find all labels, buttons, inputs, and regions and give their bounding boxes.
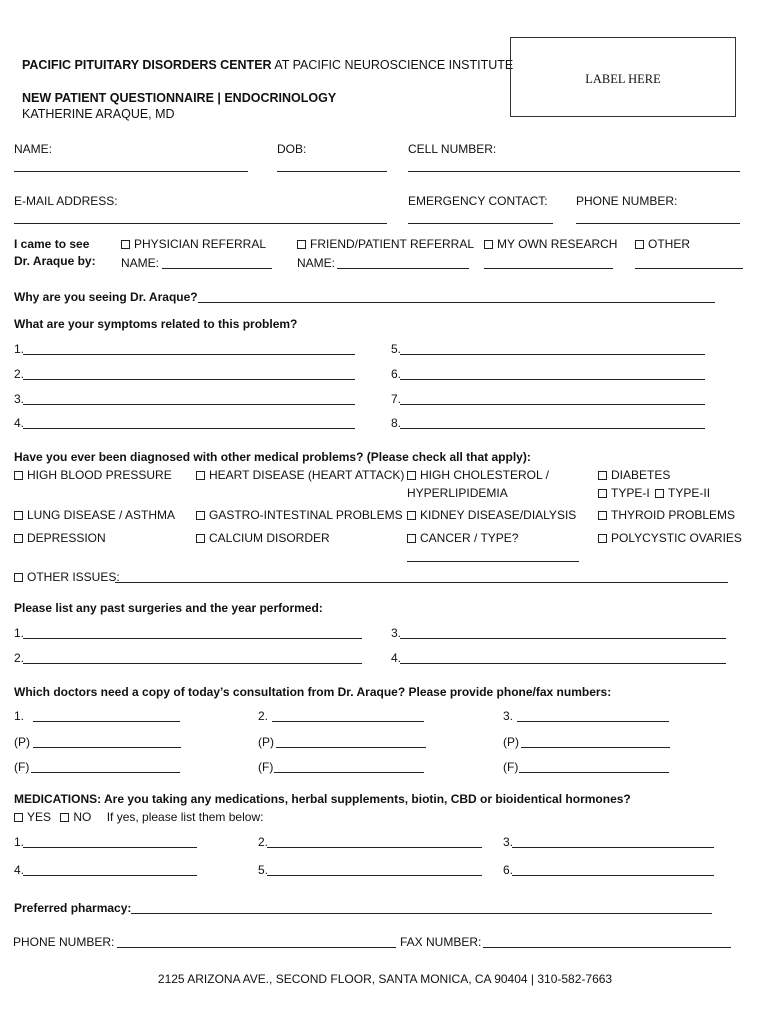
physician-checkbox[interactable]: [121, 240, 130, 249]
other-label: OTHER: [648, 237, 690, 251]
cholesterol-checkbox[interactable]: [407, 471, 416, 480]
condition-diabetes[interactable]: [598, 468, 670, 482]
referral-intro-2: Dr. Araque by:: [14, 254, 96, 268]
surgery-field[interactable]: [23, 663, 362, 664]
med-field[interactable]: [267, 875, 482, 876]
research-option[interactable]: [484, 237, 617, 251]
condition-depression[interactable]: [14, 531, 106, 545]
med-field[interactable]: [512, 847, 714, 848]
doctor-fax-field[interactable]: [519, 772, 669, 773]
other-checkbox[interactable]: [635, 240, 644, 249]
symptom-number: 5.: [391, 342, 402, 356]
surgery-number: 2.: [14, 651, 25, 665]
doctor-phone-label: (P): [503, 735, 519, 749]
doctor-phone-label: (P): [258, 735, 274, 749]
symptom-number: 4.: [14, 416, 25, 430]
med-yes-checkbox[interactable]: [14, 813, 23, 822]
med-field[interactable]: [23, 875, 197, 876]
other-option[interactable]: [635, 237, 690, 251]
med-no-label: NO: [73, 810, 92, 824]
cholesterol-label: HIGH CHOLESTEROL /: [420, 468, 549, 482]
med-number: 3.: [503, 835, 514, 849]
type2-label: TYPE-II: [668, 486, 711, 500]
thyroid-label: THYROID PROBLEMS: [611, 508, 736, 522]
center-name: [22, 58, 513, 72]
med-field[interactable]: [23, 847, 197, 848]
cell-field[interactable]: [408, 171, 740, 172]
symptom-field[interactable]: [400, 379, 705, 380]
condition-other[interactable]: [14, 570, 120, 584]
center-name-rest: AT PACIFIC NEUROSCIENCE INSTITUTE: [271, 58, 514, 72]
physician-name-field[interactable]: [162, 268, 272, 269]
symptom-field[interactable]: [23, 404, 355, 405]
doctor-phone-field[interactable]: [33, 747, 181, 748]
lung-checkbox[interactable]: [14, 511, 23, 520]
pharmacy-label: Preferred pharmacy:: [14, 901, 132, 915]
symptom-number: 7.: [391, 392, 402, 406]
condition-cholesterol[interactable]: [407, 468, 549, 482]
dob-field[interactable]: [277, 171, 387, 172]
med-number: 1.: [14, 835, 25, 849]
research-label: MY OWN RESEARCH: [497, 237, 618, 251]
symptom-number: 1.: [14, 342, 25, 356]
type1-label: TYPE-I: [611, 486, 650, 500]
condition-kidney[interactable]: [407, 508, 576, 522]
cancer-type-field[interactable]: [407, 561, 579, 562]
symptom-field[interactable]: [23, 379, 355, 380]
symptoms-question: What are your symptoms related to this problem?: [14, 317, 298, 331]
symptom-number: 2.: [14, 367, 25, 381]
friend-label: FRIEND/PATIENT REFERRAL: [310, 237, 475, 251]
symptom-field[interactable]: [400, 354, 705, 355]
surgeries-prompt: Please list any past surgeries and the year performed:: [14, 601, 323, 615]
friend-name-field[interactable]: [337, 268, 469, 269]
med-field[interactable]: [267, 847, 482, 848]
diabetes-label: DIABETES: [611, 468, 671, 482]
physician-referral-option[interactable]: [121, 237, 266, 251]
type2-checkbox[interactable]: [655, 489, 664, 498]
doctor-fax-field[interactable]: [274, 772, 424, 773]
med-number: 5.: [258, 863, 269, 877]
medications-prompt: MEDICATIONS: Are you taking any medications, herbal supplements, biotin, CBD or bioidentical hormones?: [14, 792, 631, 806]
med-if-yes: If yes, please list them below:: [106, 810, 264, 824]
kidney-label: KIDNEY DISEASE/DIALYSIS: [420, 508, 577, 522]
condition-lung[interactable]: [14, 508, 175, 522]
condition-cancer[interactable]: [407, 531, 518, 545]
friend-referral-option[interactable]: [297, 237, 474, 251]
name-field[interactable]: [14, 171, 248, 172]
surgery-field[interactable]: [400, 638, 726, 639]
emergency-label: EMERGENCY CONTACT:: [408, 194, 548, 208]
email-label: E-MAIL ADDRESS:: [14, 194, 118, 208]
polycystic-label: POLYCYSTIC OVARIES: [611, 531, 742, 545]
research-checkbox[interactable]: [484, 240, 493, 249]
friend-checkbox[interactable]: [297, 240, 306, 249]
emergency-field[interactable]: [408, 223, 553, 224]
med-number: 4.: [14, 863, 25, 877]
high-bp-label: HIGH BLOOD PRESSURE: [27, 468, 172, 482]
doctor-phone-field[interactable]: [521, 747, 670, 748]
phone-label: PHONE NUMBER:: [576, 194, 678, 208]
surgery-number: 4.: [391, 651, 402, 665]
thyroid-checkbox[interactable]: [598, 511, 607, 520]
why-question: Why are you seeing Dr. Araque?: [14, 290, 198, 304]
calcium-checkbox[interactable]: [196, 534, 205, 543]
medications-answer: [14, 810, 263, 824]
surgery-number: 1.: [14, 626, 25, 640]
symptom-field[interactable]: [400, 404, 705, 405]
med-number: 6.: [503, 863, 514, 877]
doctor-phone-field[interactable]: [276, 747, 426, 748]
doctor-field[interactable]: [33, 721, 180, 722]
symptom-number: 3.: [14, 392, 25, 406]
cancer-label: CANCER / TYPE?: [420, 531, 519, 545]
doctor-number: 1.: [14, 709, 25, 723]
pharmacy-field[interactable]: [131, 913, 712, 914]
friend-name-label: NAME:: [297, 256, 336, 270]
pharmacy-phone-field[interactable]: [117, 947, 396, 948]
doctor-field[interactable]: [517, 721, 669, 722]
form-title: NEW PATIENT QUESTIONNAIRE | ENDOCRINOLOGY: [22, 91, 337, 105]
med-field[interactable]: [512, 875, 714, 876]
gastro-label: GASTRO-INTESTINAL PROBLEMS: [209, 508, 403, 522]
heart-label: HEART DISEASE (HEART ATTACK): [209, 468, 405, 482]
doctor-number: 3.: [503, 709, 514, 723]
label-box: [510, 37, 736, 117]
cancer-checkbox[interactable]: [407, 534, 416, 543]
polycystic-checkbox[interactable]: [598, 534, 607, 543]
cholesterol-label-2: HYPERLIPIDEMIA: [407, 486, 508, 500]
doctor-phone-label: (P): [14, 735, 30, 749]
phone-field[interactable]: [576, 223, 740, 224]
dob-label: DOB:: [277, 142, 307, 156]
physician-name-label: NAME:: [121, 256, 160, 270]
calcium-label: CALCIUM DISORDER: [209, 531, 330, 545]
diagnosed-question: Have you ever been diagnosed with other medical problems? (Please check all that apply):: [14, 450, 531, 464]
symptom-number: 6.: [391, 367, 402, 381]
doctors-prompt: Which doctors need a copy of today’s consultation from Dr. Araque? Please provide phone/fax numbers:: [14, 685, 612, 699]
heart-checkbox[interactable]: [196, 471, 205, 480]
doctor-fax-label: (F): [503, 760, 519, 774]
condition-gastro[interactable]: [196, 508, 403, 522]
symptom-field[interactable]: [400, 428, 705, 429]
med-no-checkbox[interactable]: [60, 813, 69, 822]
lung-label: LUNG DISEASE / ASTHMA: [27, 508, 176, 522]
doctor-name: KATHERINE ARAQUE, MD: [22, 107, 175, 121]
med-yes-label: YES: [27, 810, 52, 824]
symptom-field[interactable]: [23, 354, 355, 355]
surgery-number: 3.: [391, 626, 402, 640]
why-field[interactable]: [198, 302, 715, 303]
surgery-field[interactable]: [23, 638, 362, 639]
email-field[interactable]: [14, 223, 387, 224]
pharmacy-phone-label: PHONE NUMBER:: [13, 935, 115, 949]
other-issues-checkbox[interactable]: [14, 573, 23, 582]
surgery-field[interactable]: [400, 663, 726, 664]
high-bp-checkbox[interactable]: [14, 471, 23, 480]
footer-address: 2125 ARIZONA AVE., SECOND FLOOR, SANTA MONICA, CA 90404 | 310-582-7663: [157, 972, 613, 986]
type1-checkbox[interactable]: [598, 489, 607, 498]
name-label: NAME:: [14, 142, 53, 156]
condition-high-bp[interactable]: [14, 468, 172, 482]
doctor-fax-label: (F): [258, 760, 274, 774]
center-name-bold: PACIFIC PITUITARY DISORDERS CENTER: [22, 58, 272, 72]
condition-thyroid[interactable]: [598, 508, 735, 522]
symptom-number: 8.: [391, 416, 402, 430]
research-field[interactable]: [484, 268, 613, 269]
cell-label: CELL NUMBER:: [408, 142, 497, 156]
gastro-checkbox[interactable]: [196, 511, 205, 520]
other-issues-label: OTHER ISSUES:: [27, 570, 120, 584]
condition-polycystic[interactable]: [598, 531, 742, 545]
diabetes-types: [598, 486, 710, 500]
pharmacy-fax-field[interactable]: [483, 947, 731, 948]
doctor-fax-field[interactable]: [31, 772, 180, 773]
med-number: 2.: [258, 835, 269, 849]
physician-label: PHYSICIAN REFERRAL: [134, 237, 267, 251]
condition-heart[interactable]: [196, 468, 404, 482]
doctor-number: 2.: [258, 709, 269, 723]
doctor-fax-label: (F): [14, 760, 30, 774]
other-field[interactable]: [635, 268, 743, 269]
depression-label: DEPRESSION: [27, 531, 106, 545]
diabetes-checkbox[interactable]: [598, 471, 607, 480]
doctor-field[interactable]: [272, 721, 424, 722]
other-issues-field[interactable]: [115, 582, 728, 583]
symptom-field[interactable]: [23, 428, 355, 429]
condition-calcium[interactable]: [196, 531, 330, 545]
label-box-text: LABEL HERE: [585, 72, 661, 86]
referral-intro-1: I came to see: [14, 237, 90, 251]
pharmacy-fax-label: FAX NUMBER:: [400, 935, 482, 949]
kidney-checkbox[interactable]: [407, 511, 416, 520]
depression-checkbox[interactable]: [14, 534, 23, 543]
